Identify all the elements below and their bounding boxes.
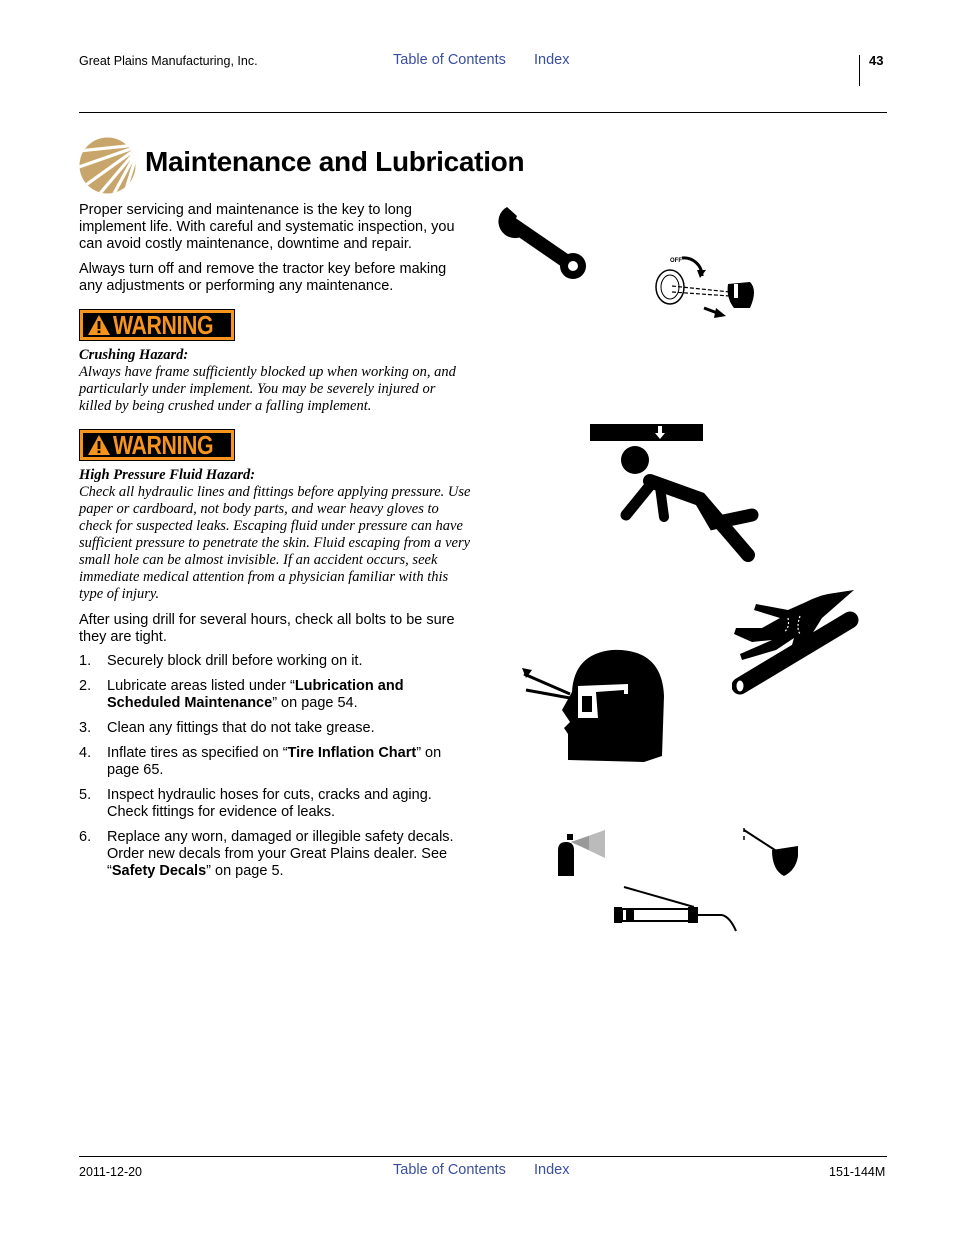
footer-part-number: 151-144M	[829, 1165, 886, 1179]
list-item: 4. Inflate tires as specified on “Tire Inflation Chart” on page 65.	[79, 745, 442, 778]
svg-text:OFF: OFF	[670, 258, 682, 264]
grease-gun-icon	[612, 885, 742, 933]
footer-index-link[interactable]: Index	[534, 1162, 570, 1178]
header-divider	[859, 55, 860, 86]
warning-text: WARNING	[113, 309, 214, 340]
high-pressure-heading: High Pressure Fluid Hazard:	[79, 467, 256, 483]
intro-paragraph-2: Always turn off and remove the tractor key before making any adjustments or performing any maintenance.	[79, 261, 447, 294]
page-number: 43	[869, 53, 884, 68]
great-plains-logo-icon	[79, 137, 136, 194]
list-item: 5. Inspect hydraulic hoses for cuts, cracks and aging. Check fittings for evidence of leaks.	[79, 787, 432, 820]
high-pressure-text: Check all hydraulic lines and fittings before applying pressure. Use paper or cardboard, not body parts, and wear heavy gloves to check for suspected leaks. Escaping fluid under pressure can have sufficient pressure to penetrate the skin. Fluid escaping from a very small hole can be almost invisible. If an accident occurs, seek immediate medical attention from a physician familiar with this type of injury.	[79, 484, 471, 602]
bolts-check-paragraph: After using drill for several hours, check all bolts to be sure they are tight.	[79, 612, 455, 645]
intro-paragraph-1: Proper servicing and maintenance is the key to long implement life. With careful and systematic inspection, you can avoid costly maintenance, downtime and repair.	[79, 202, 455, 252]
warning-text: WARNING	[113, 429, 214, 460]
warning-label-2	[79, 429, 235, 461]
list-item: 3. Clean any fittings that do not take grease.	[79, 720, 375, 736]
footer-date: 2011-12-20	[79, 1165, 143, 1179]
maintenance-steps-list	[79, 653, 471, 888]
footer-table-of-contents-link[interactable]: Table of Contents	[393, 1162, 506, 1178]
list-item: 1. Securely block drill before working on it.	[79, 653, 363, 669]
crushing-hazard-person-icon	[588, 423, 768, 568]
list-item: 2. Lubricate areas listed under “Lubrication and Scheduled Maintenance” on page 54.	[79, 678, 404, 711]
alert-triangle-icon	[87, 434, 111, 456]
list-item: 6. Replace any worn, damaged or illegible safety decals. Order new decals from your Great Plains dealer. See “Safety Decals” on page 5.	[79, 829, 454, 879]
index-link[interactable]: Index	[534, 52, 570, 68]
header-rule	[79, 112, 887, 113]
spray-can-icon	[555, 828, 610, 880]
page-title: Maintenance and Lubrication	[145, 146, 525, 177]
eye-protection-face-icon	[520, 648, 668, 764]
oil-can-icon	[740, 826, 800, 878]
table-of-contents-link[interactable]: Table of Contents	[393, 52, 506, 68]
crushing-hazard-text: Always have frame sufficiently blocked up when working on, and particularly under implement. You may be severely injured or killed by being crushed under a falling implement.	[79, 364, 456, 414]
crushing-hazard-heading: Crushing Hazard:	[79, 347, 189, 363]
warning-label-1	[79, 309, 235, 341]
company-name: Great Plains Manufacturing, Inc.	[79, 54, 258, 68]
hand-hose-leak-icon	[732, 588, 864, 700]
footer-rule	[79, 1156, 887, 1157]
key-switch-off-icon	[650, 250, 762, 322]
wrench-icon	[493, 204, 593, 284]
alert-triangle-icon	[87, 314, 111, 336]
